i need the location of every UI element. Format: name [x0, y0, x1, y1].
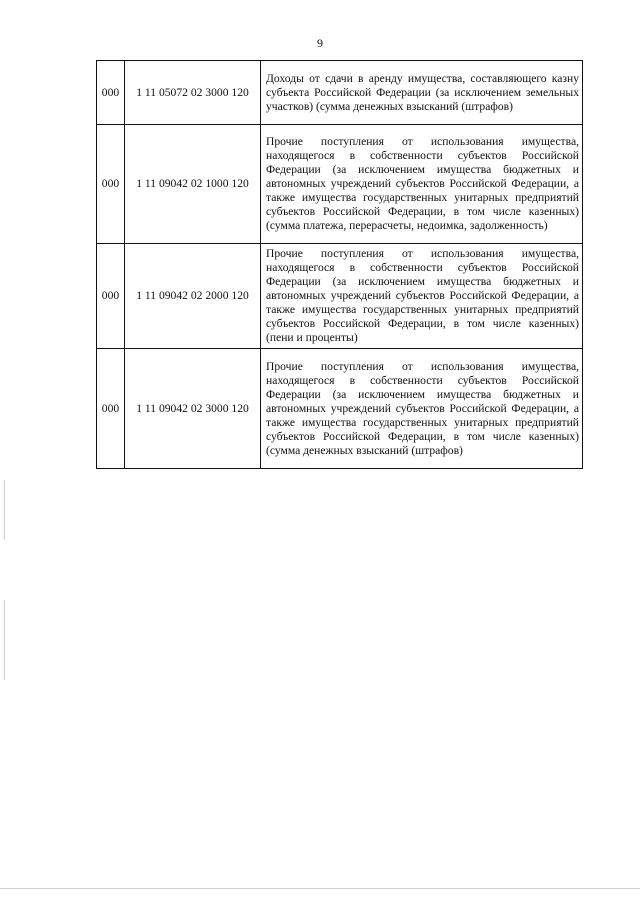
- table-row: [97, 61, 583, 125]
- admin-code-cell: 000: [97, 61, 125, 125]
- kbk-code-cell: 1 11 09042 02 3000 120: [125, 349, 261, 469]
- description-cell: Доходы от сдачи в аренду имущества, составляющего казну субъекта Российской Федерации (за исключением земельных участков) (сумма денежных взысканий (штрафов): [261, 61, 583, 125]
- table-row: [97, 349, 583, 469]
- description-cell: Прочие поступления от использования имущества, находящегося в собственности субъектов Российской Федерации (за исключением имущества бюджетных и автономных учреждений субъектов Российской Федерации, а также имущества государственных унитарных предприятий субъектов Российской Федерации, в том числе казенных) (пени и проценты): [261, 244, 583, 349]
- kbk-code-cell: 1 11 09042 02 2000 120: [125, 244, 261, 349]
- scan-edge-mark: [4, 600, 5, 680]
- admin-code-cell: 000: [97, 244, 125, 349]
- scan-edge-mark: [4, 480, 5, 540]
- scan-bottom-edge: [0, 888, 640, 889]
- table-row: [97, 125, 583, 244]
- admin-code-cell: 000: [97, 125, 125, 244]
- kbk-code-cell: 1 11 05072 02 3000 120: [125, 61, 261, 125]
- admin-code-cell: 000: [97, 349, 125, 469]
- table-row: [97, 244, 583, 349]
- description-cell: Прочие поступления от использования имущества, находящегося в собственности субъектов Российской Федерации (за исключением имущества бюджетных и автономных учреждений субъектов Российской Федерации, а также имущества государственных унитарных предприятий субъектов Российской Федерации, в том числе казенных) (сумма денежных взысканий (штрафов): [261, 349, 583, 469]
- description-cell: Прочие поступления от использования имущества, находящегося в собственности субъектов Российской Федерации (за исключением имущества бюджетных и автономных учреждений субъектов Российской Федерации, а также имущества государственных унитарных предприятий субъектов Российской Федерации, в том числе казенных) (сумма платежа, перерасчеты, недоимка, задолженность): [261, 125, 583, 244]
- budget-revenue-table: [96, 60, 583, 469]
- kbk-code-cell: 1 11 09042 02 1000 120: [125, 125, 261, 244]
- page-number: 9: [317, 36, 323, 50]
